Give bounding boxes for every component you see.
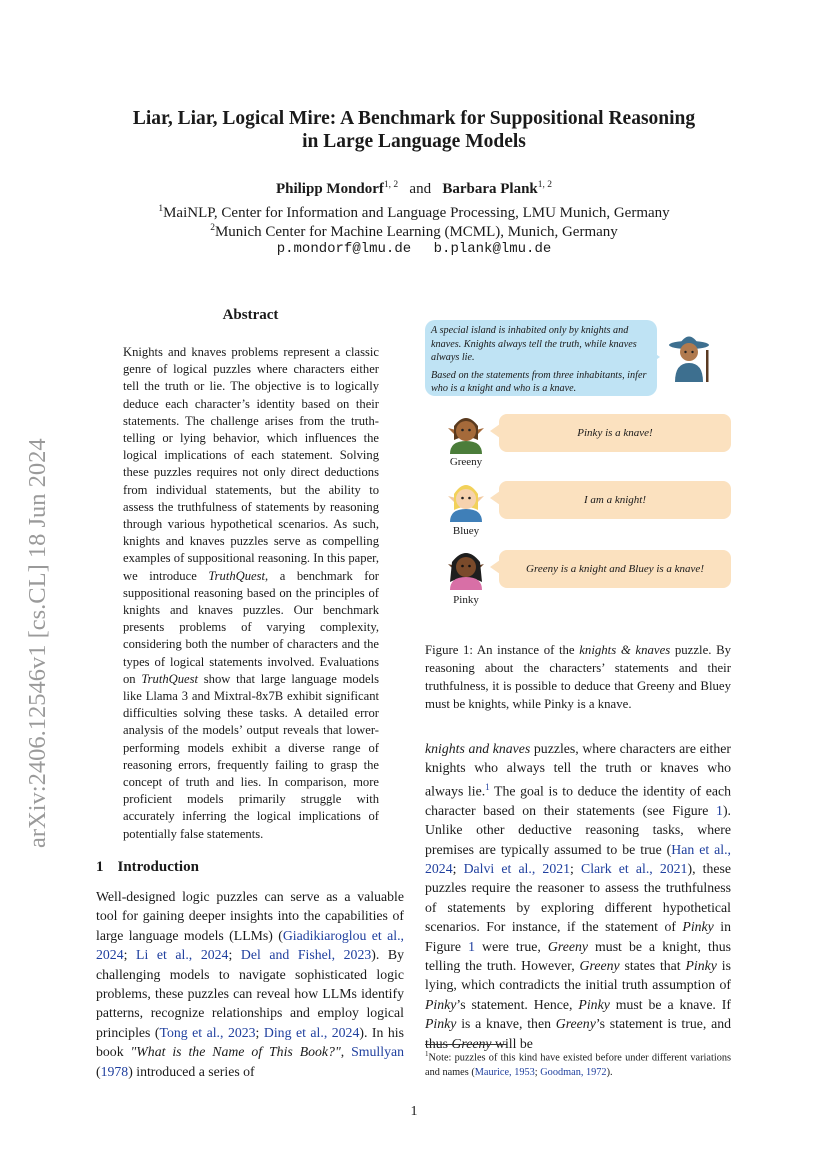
body-text: ). Unlike other deductive reasoning tasks, where premises are typically assumed to be true ( [425, 802, 731, 857]
abstract-text: , a benchmark for suppositional reasoning based on the principles of knights and knaves puzzles. Our benchmark presents problems of varying complexity, considering both the number of characters and the types of logical statements involved. Evaluations on [123, 568, 379, 686]
body-text: ’s statement is true, and thus [425, 1016, 731, 1051]
body-text: ), these puzzles require the reasoner to assess the truthfulness of statements by exploring different hypothetical scenarios. For instance, if the statement of [425, 861, 731, 935]
citation-link[interactable]: Han et al., 2024 [425, 841, 732, 877]
title-line-2: in Large Language Models [302, 131, 526, 152]
page-number: 1 [410, 1104, 418, 1119]
body-text: Well-designed logic puzzles can serve as a valuable tool for gaining deeper insights into the capabilities of large language models (LLMs) ( [96, 889, 404, 943]
body-text: ’s statement. Hence, [456, 996, 579, 1012]
pinky-elf-icon [444, 546, 488, 590]
footnote [425, 1047, 731, 1080]
benchmark-name: TruthQuest [208, 568, 266, 583]
author-list [0, 180, 828, 198]
character-name: Pinky [685, 958, 717, 974]
body-text: ) introduced a series of [128, 1063, 255, 1079]
footnote-divider [425, 1044, 507, 1045]
affiliation-text: Munich Center for Machine Learning (MCML), Munich, Germany [214, 224, 618, 240]
statement-text: Pinky is a knave! [577, 427, 653, 439]
character-name-label: Bluey [452, 525, 480, 537]
intro-paragraph-right [425, 739, 731, 1053]
citation-link[interactable]: Clark et al., 2021 [581, 861, 688, 877]
character-name: Greeny [579, 958, 620, 974]
footnote-text: ). [606, 1066, 613, 1078]
author-emails [0, 239, 828, 259]
caption-text: Figure 1: An instance of the [425, 643, 580, 657]
email-address[interactable]: p.mondorf@lmu.de [276, 241, 412, 257]
body-text: ; [228, 947, 241, 963]
character-name: Pinky [682, 919, 714, 935]
citation-link[interactable]: Ding et al., 2024 [263, 1024, 360, 1040]
character-name: Pinky [578, 996, 610, 1012]
narrator-text: A special island is inhabited only by knights and knaves. Knights always tell the truth, while knaves always lie. [431, 325, 637, 363]
caption-text: puzzle. By reasoning about the characters’ statements and their truthfulness, it is possible to deduce that Greeny and Bluey must be knights, while Pinky is a knave. [425, 643, 731, 711]
affiliation-marker: 1 [158, 204, 164, 214]
caption-emphasis: knights & knaves [579, 643, 671, 657]
narrator-bubble-tail [650, 350, 660, 364]
body-text: ( [96, 1063, 101, 1079]
citation-link[interactable]: Dalvi et al., 2021 [463, 861, 571, 877]
figure-caption [425, 641, 731, 713]
citation-link[interactable]: Tong et al., 2023 [159, 1024, 256, 1040]
footnote-number: 1 [425, 1050, 429, 1058]
citation-link[interactable]: Li et al., 2024 [136, 947, 229, 963]
body-text: puzzles, where characters are either knights who always tell the truth or knaves who always lie. [425, 741, 731, 799]
section-title: Introduction [117, 859, 199, 875]
statement-bubble [499, 414, 731, 452]
citation-link[interactable]: Giadikiaroglou et al., 2024 [96, 927, 404, 963]
citation-link[interactable]: Maurice, 1953 [474, 1066, 535, 1078]
citation-link[interactable]: 1978 [100, 1063, 129, 1079]
body-text: must be a knave. If [609, 996, 731, 1012]
body-text: in Figure [425, 919, 731, 954]
benchmark-name: TruthQuest [141, 671, 199, 686]
author-superscript: 1, 2 [537, 180, 553, 190]
body-text: ; [452, 861, 464, 877]
body-text: is lying, which contradicts the initial truth assumption of [425, 958, 731, 993]
character-name-label: Pinky [453, 594, 479, 606]
email-address[interactable]: b.plank@lmu.de [433, 241, 552, 257]
section-number: 1 [96, 859, 104, 875]
abstract-heading: Abstract [222, 307, 279, 323]
narrator-text: Based on the statements from three inhabitants, infer who is a knight and who is a knave. [431, 369, 647, 394]
abstract-text: Knights and knaves problems represent a classic genre of logical puzzles where characters either tell the truth or lie. The objective is to logically deduce each character’s identity based on their statements. The challenge arises from the truth-telling or lying behavior, which influences the logical implications of each statement. Solving these puzzles requires not only direct deductions from individual statements, but the ability to assess the truthfulness of statements by reasoning through various hypothetical scenarios. As such, knights and knaves puzzles serve as compelling examples of suppositional reasoning. In this paper, we introduce [123, 345, 379, 583]
section-heading [96, 859, 199, 876]
title-line-1: Liar, Liar, Logical Mire: A Benchmark for Suppositional Reasoning [132, 108, 696, 129]
greeny-elf-icon [444, 410, 488, 454]
bluey-elf-icon [444, 478, 488, 522]
figure-reference-link[interactable]: 1 [468, 938, 475, 954]
intro-paragraph-left [96, 887, 404, 1081]
body-text: , [340, 1044, 352, 1060]
statement-bubble [499, 550, 731, 588]
body-text: states that [619, 958, 686, 974]
author-conjunction: and [409, 181, 432, 197]
citation-link[interactable]: Smullyan [351, 1044, 404, 1060]
footnote-marker[interactable]: 1 [485, 781, 490, 792]
citation-link[interactable]: Del and Fishel, 2023 [240, 947, 372, 963]
character-name: Pinky [425, 1016, 457, 1032]
body-text: ; [570, 861, 581, 877]
book-title: "What is the Name of This Book?" [130, 1044, 341, 1060]
character-name-label: Greeny [449, 456, 483, 468]
author-superscript: 1, 2 [383, 180, 399, 190]
character-name: Greeny [451, 1035, 492, 1051]
narrator-speech-bubble [425, 320, 657, 396]
body-text: ; [255, 1024, 264, 1040]
character-name: Greeny [555, 1016, 596, 1032]
statement-text: I am a knight! [583, 494, 646, 506]
emphasis-text: knights and knaves [425, 741, 531, 756]
body-text: The goal is to deduce the identity of each character based on their statements (see Figure [425, 783, 731, 818]
body-text: must be a knight, thus telling the truth. However, [425, 938, 731, 974]
body-text: were true, [475, 938, 548, 954]
abstract-text: show that large language models like Llama 3 and Mixtral-8x7B exhibit significant difficulties solving these tasks. A detailed error analysis of the models’ output reveals that lower-performing models exhibit a diverse range of reasoning errors, frequently failing to grasp the concept of truth and lies. In comparison, more proficient models primarily struggle with accurately inferring the logical implications of potentially false statements. [123, 671, 379, 841]
body-text: ). In his book [96, 1024, 404, 1060]
arxiv-identifier: arXiv:2406.12546v1 [cs.CL] 18 Jun 2024 [24, 438, 51, 848]
affiliation-marker: 2 [210, 223, 215, 233]
affiliation-text: MaiNLP, Center for Information and Language Processing, LMU Munich, Germany [163, 205, 670, 221]
character-name: Pinky [425, 996, 457, 1012]
statement-bubble [499, 481, 731, 519]
footnote-text: ; [534, 1066, 541, 1078]
figure-reference-link[interactable]: 1 [716, 802, 723, 818]
paper-title [0, 107, 828, 153]
character-name: Greeny [547, 938, 588, 954]
narrator-avatar-icon [663, 330, 715, 382]
body-text: ). By challenging models to navigate sophisticated logic problems, these puzzles can reveal how LLMs identify patterns, recognize relationships and employ logical principles ( [96, 947, 404, 1040]
citation-link[interactable]: Goodman, 1972 [540, 1066, 607, 1078]
abstract-body [123, 344, 379, 843]
footnote-text: Note: puzzles of this kind have existed before under different variations and names ( [425, 1052, 731, 1078]
statement-text: Greeny is a knight and Bluey is a knave! [526, 563, 704, 575]
body-text: will be [491, 1035, 533, 1051]
body-text: is a knave, then [456, 1016, 556, 1032]
author-name: Philipp Mondorf [275, 181, 384, 197]
author-name: Barbara Plank [442, 181, 538, 197]
body-text: ; [123, 947, 137, 963]
